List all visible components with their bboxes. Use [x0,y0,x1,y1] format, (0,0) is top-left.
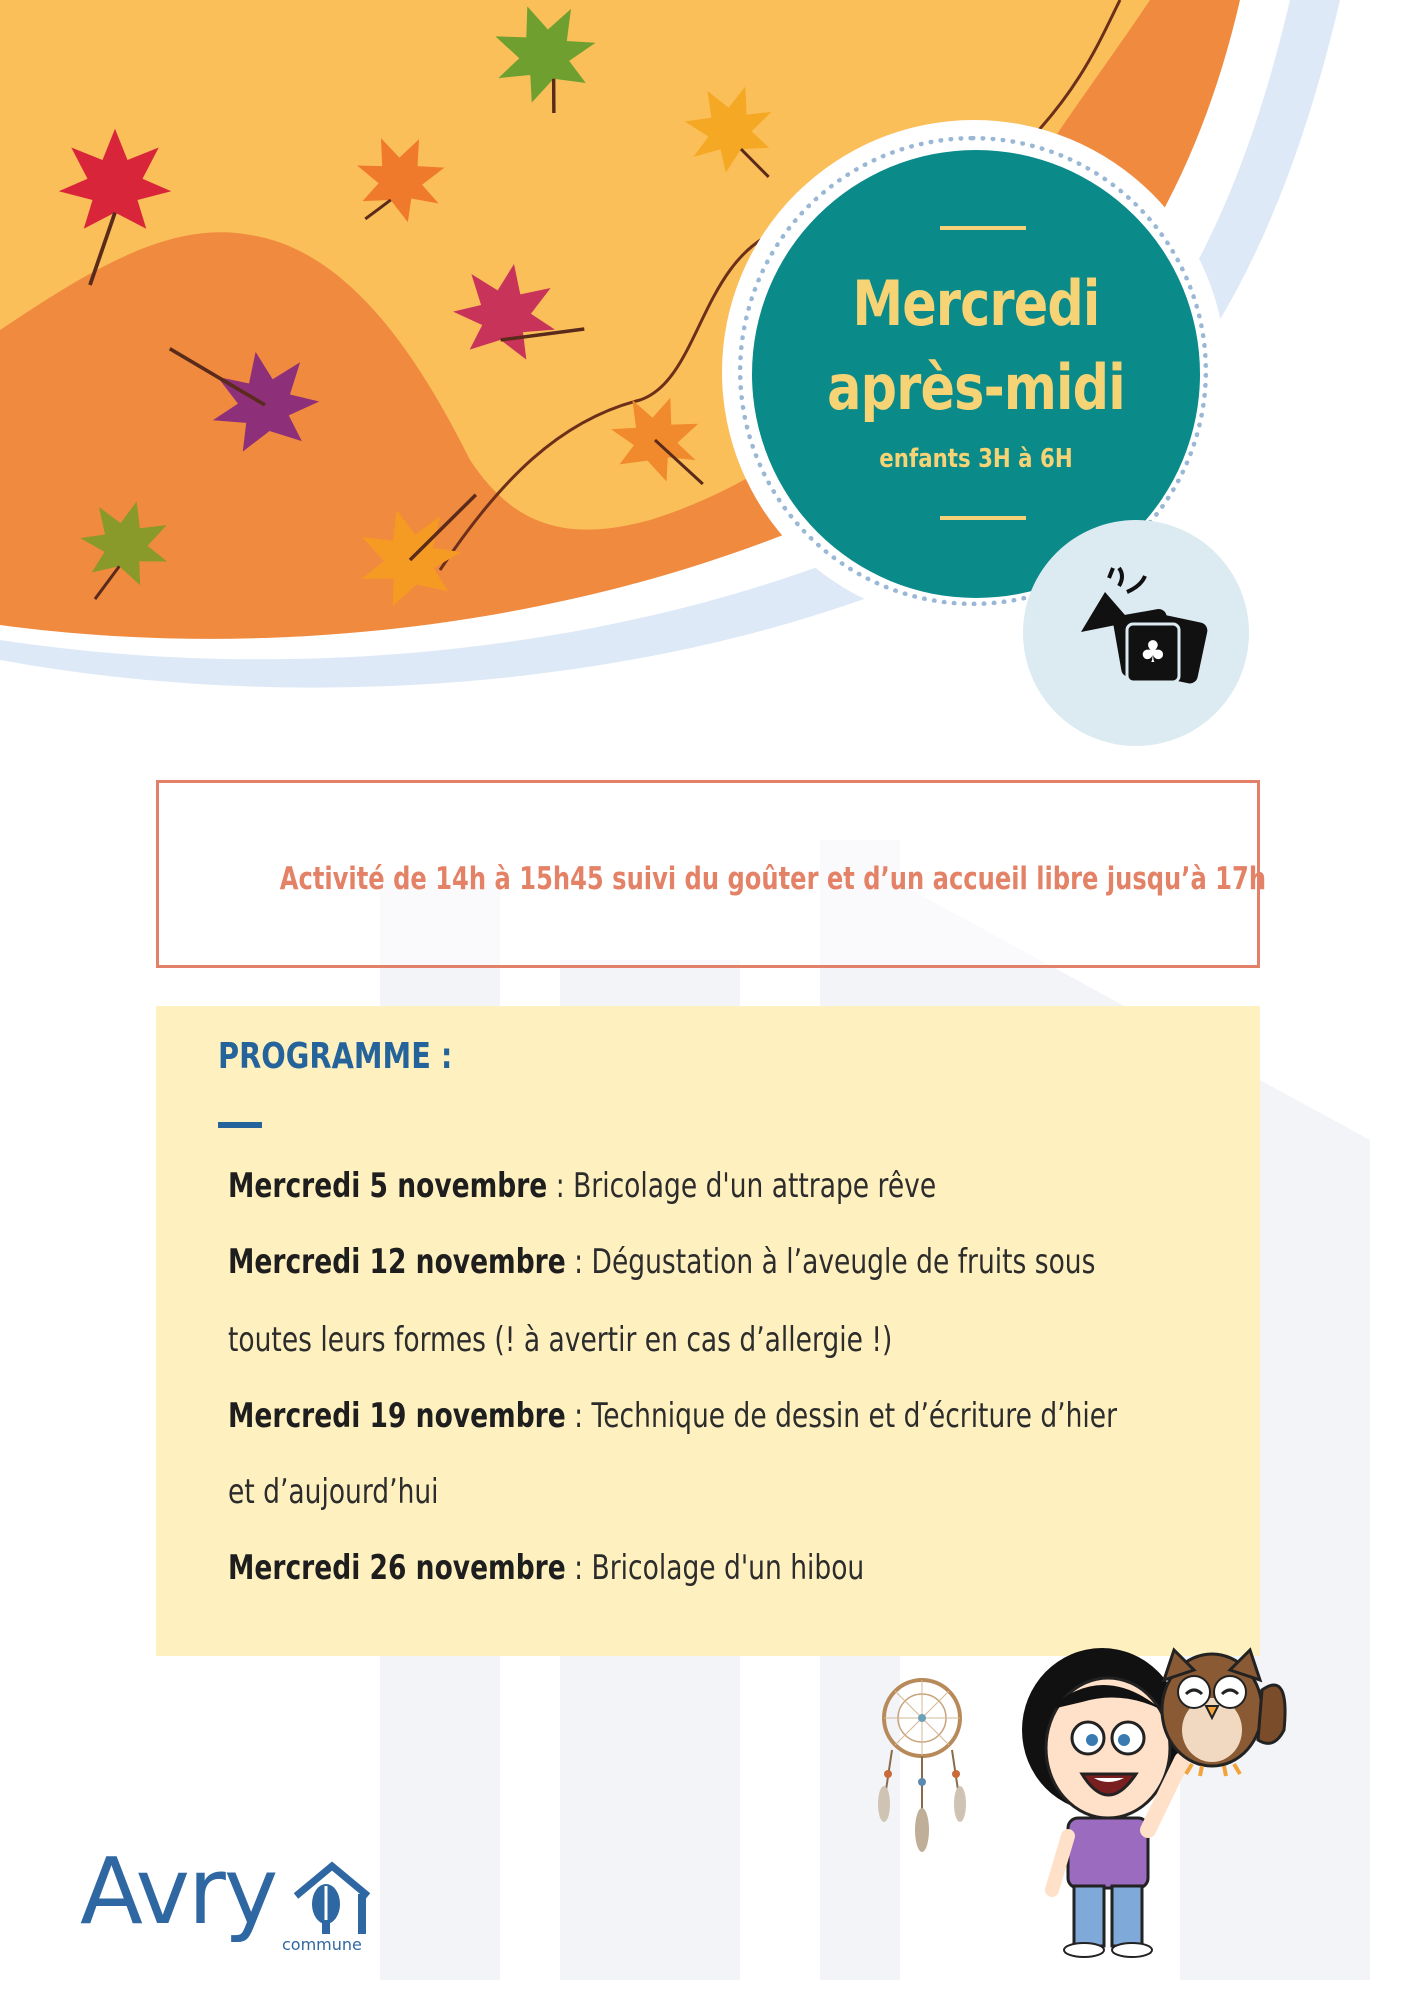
activity-icon-bubble [1023,520,1249,746]
program-item [228,1548,864,1588]
program-item-sep: : [565,1548,592,1588]
program-item-desc: Technique de dessin et d’écriture d’hier [591,1396,1118,1436]
party-popper-and-cards-icon [1023,520,1249,746]
program-title: PROGRAMME : [218,1036,453,1077]
badge-title-line1: Mercredi [852,267,1100,340]
badge-title [792,262,1159,430]
dreamcatcher-illustration [862,1670,982,1870]
schedule-notice-box [156,780,1267,968]
program-item-sep: : [547,1166,574,1206]
program-title-dash [218,1122,262,1128]
program-item-continuation: toutes leurs formes (! à avertir en cas d’allergie !) [228,1320,893,1360]
program-item-sep: : [565,1396,592,1436]
girl-with-owl-illustration [1012,1640,1292,1960]
badge-subtitle: enfants 3H à 6H [879,444,1073,474]
program-item [228,1242,1095,1282]
program-item-date: Mercredi 5 novembre [228,1166,548,1206]
logo-house-icon [292,1860,372,1940]
badge-title-line2: après-midi [827,351,1125,424]
schedule-notice-text: Activité de 14h à 15h45 suivi du goûter et d’un accueil libre jusqu’à 17h [279,861,1267,897]
program-item-date: Mercredi 12 novembre [228,1242,566,1282]
badge-top-rule [940,226,1026,230]
program-item-sep: : [565,1242,592,1282]
program-box [156,1006,1260,1656]
program-item-desc: Dégustation à l’aveugle de fruits sous [591,1242,1096,1282]
logo-wordmark: Avry [80,1838,277,1945]
program-item-date: Mercredi 26 novembre [228,1548,566,1588]
badge-bottom-rule [940,516,1026,520]
program-item-desc: Bricolage d'un hibou [591,1548,865,1588]
program-item-date: Mercredi 19 novembre [228,1396,566,1436]
program-item [228,1166,936,1206]
logo-subtitle: commune [282,1935,362,1954]
program-item [228,1396,1117,1436]
svg-text:♣: ♣ [1139,635,1167,670]
program-item-desc: Bricolage d'un attrape rêve [573,1166,937,1206]
program-item-continuation: et d’aujourd’hui [228,1472,439,1512]
